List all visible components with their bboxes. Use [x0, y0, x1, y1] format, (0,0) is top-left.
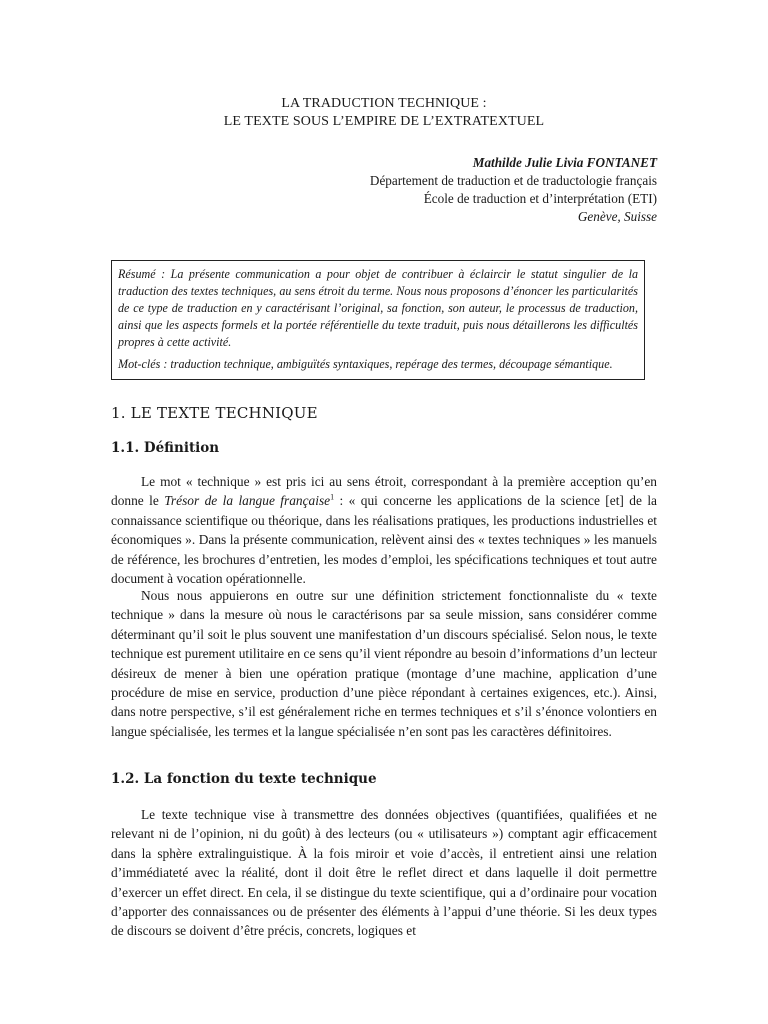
paragraph-text: Le mot « technique » est pris ici au sens étroit, correspondant à la première acception qu’en donne le: [111, 474, 657, 509]
subsection-heading-definition: 1.1. Définition: [111, 440, 220, 456]
department: Département de traduction et de traductologie français: [369, 173, 657, 188]
footnote-marker[interactable]: 1: [330, 492, 335, 502]
abstract-text: Résumé : La présente communication a pour objet de contribuer à éclaircir le statut singulier de la traduction des textes techniques, au sens étroit du terme. Nous nous proposons d’énoncer les particularités de ce type de traduction en y caractérisant l’original, sa fonction, son auteur, le processus de traduction, ainsi que les aspects formels et la portée référentielle du texte traduit, puis nous détaillerons les difficultés propres à cette activité.: [118, 267, 638, 349]
dictionary-title: Trésor de la langue française: [164, 493, 331, 509]
school: École de traduction et d’interprétation (ETI): [423, 191, 657, 206]
paragraph-definition-1: [111, 472, 657, 588]
keywords-text: Mot-clés : traduction technique, ambiguïtés syntaxiques, repérage des termes, découpage sémantique.: [118, 357, 613, 371]
location: Genève, Suisse: [577, 209, 657, 224]
paragraph-function-1: Le texte technique vise à transmettre des données objectives (quantifiées, qualifiées et ne relevant ni de l’opinion, ni du goût) à des lecteurs (ou « utilisateurs ») comptant agir efficacement dans la sphère extralinguistique. À la fois miroir et voie d’accès, il entretient ainsi une relation d’immédiateté avec la réalité, dont il doit être le reflet direct et dans laquelle il doit permettre d’exercer un effet direct. En cela, il se distingue du texte scientifique, qui a d’ordinaire pour vocation d’apporter des connaissances ou de présenter des éléments à l’appui d’une théorie. Si les deux types de discours se doivent d’être précis, concrets, logiques et: [111, 807, 657, 939]
subsection-heading-function: 1.2. La fonction du texte technique: [111, 771, 377, 787]
title-line-1: LA TRADUCTION TECHNIQUE :: [281, 96, 487, 111]
title-line-2: LE TEXTE SOUS L’EMPIRE DE L’EXTRATEXTUEL: [223, 114, 545, 129]
paragraph-text: : « qui concerne les applications de la science [et] de la connaissance scientifique ou théorique, dans les réalisations pratiques, les productions industrielles et économiques ». Dans la présente communication, relèvent ainsi des « textes techniques » les manuels de référence, les brochures d’entretien, les modes d’emploi, les spécifications techniques et tout autre document à vocation opérationnelle.: [111, 493, 657, 587]
section-heading: 1. LE TEXTE TECHNIQUE: [111, 404, 318, 422]
author-name: Mathilde Julie Livia FONTANET: [472, 155, 657, 170]
abstract-box: [111, 260, 645, 380]
author-block: [370, 154, 657, 226]
paragraph-definition-2: Nous nous appuierons en outre sur une définition strictement fonctionnaliste du « texte technique » dans la mesure où nous le caractérisons par sa seule mission, sans considérer comme déterminant qu’il soit le plus souvent une manifestation d’un discours spécialisé. Selon nous, le texte technique est purement utilitaire en ce sens qu’il vient répondre au besoin d’informations d’un lecteur désireux de mener à bien une opération pratique (montage d’une machine, application d’une procédure de mise en service, production d’une pièce répondant à certaines exigences, etc.). Ainsi, dans notre perspective, s’il est généralement riche en termes techniques et s’il s’énonce volontiers en langue spécialisée, les termes et la langue spécialisée n’en sont pas les caractères définitoires.: [111, 588, 657, 739]
paper-title: [0, 95, 768, 131]
